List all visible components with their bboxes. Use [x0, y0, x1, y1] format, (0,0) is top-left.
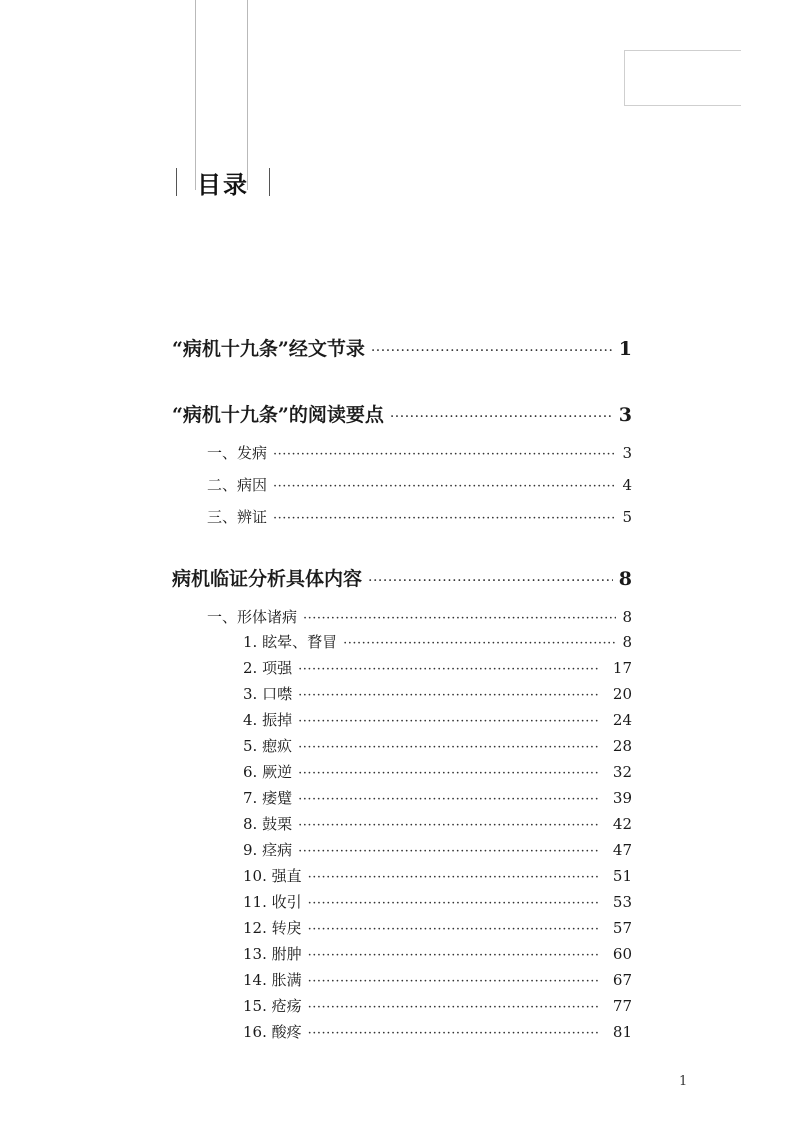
- leader-dots: [298, 792, 600, 807]
- leader-dots: [298, 818, 600, 833]
- decorative-rule-left: [195, 0, 196, 190]
- leader-dots: [343, 636, 616, 651]
- leader-dots: [308, 1000, 600, 1015]
- toc-label: “病机十九条”的阅读要点: [172, 404, 384, 426]
- leader-dots: [368, 573, 613, 589]
- toc-page: 42: [612, 815, 632, 833]
- toc-label: 8. 鼓栗: [243, 815, 293, 833]
- toc-page: 53: [612, 893, 632, 911]
- leader-dots: [298, 766, 600, 781]
- toc-label: 12. 转戾: [243, 919, 302, 937]
- toc-label: 16. 酸疼: [243, 1023, 302, 1041]
- leader-dots: [308, 948, 600, 963]
- leader-dots: [273, 479, 616, 494]
- toc-section-2[interactable]: [172, 400, 632, 427]
- toc-label: 14. 胀满: [243, 971, 302, 989]
- toc-page: 81: [612, 1023, 632, 1041]
- toc-item[interactable]: [243, 709, 632, 730]
- leader-dots: [308, 974, 600, 989]
- toc-page: 3: [618, 404, 632, 426]
- leader-dots: [273, 447, 616, 462]
- toc-label: 三、辨证: [207, 508, 268, 526]
- toc-page: 77: [612, 997, 632, 1015]
- toc-page: 20: [612, 685, 632, 703]
- leader-dots: [308, 922, 600, 937]
- toc-label: 一、形体诸病: [207, 608, 298, 626]
- toc-page: 24: [612, 711, 632, 729]
- leader-dots: [390, 409, 613, 425]
- toc-label: 9. 痉病: [243, 841, 293, 859]
- toc-item[interactable]: [243, 735, 632, 756]
- leader-dots: [298, 844, 600, 859]
- toc-label: 13. 胕肿: [243, 945, 302, 963]
- toc-label: “病机十九条”经文节录: [172, 338, 365, 360]
- toc-page: 60: [612, 945, 632, 963]
- toc-item[interactable]: [243, 891, 632, 912]
- leader-dots: [298, 740, 600, 755]
- toc-label: 二、病因: [207, 476, 268, 494]
- toc-item[interactable]: [243, 865, 632, 886]
- toc-item[interactable]: [243, 813, 632, 834]
- toc-item[interactable]: [243, 683, 632, 704]
- page-number: 1: [679, 1074, 688, 1089]
- toc-label: 一、发病: [207, 444, 268, 462]
- toc-label: 10. 强直: [243, 867, 302, 885]
- toc-item[interactable]: [243, 1021, 632, 1042]
- title-bar-right: [269, 168, 270, 196]
- toc-label: 3. 口噤: [243, 685, 293, 703]
- toc-item[interactable]: [243, 969, 632, 990]
- toc-page: 47: [612, 841, 632, 859]
- toc-item[interactable]: [243, 631, 632, 652]
- toc-item[interactable]: [207, 474, 632, 495]
- toc-label: 4. 振掉: [243, 711, 293, 729]
- page-title: [176, 164, 270, 200]
- toc-page: 57: [612, 919, 632, 937]
- toc-page: 8: [622, 633, 632, 651]
- toc-label: 1. 眩晕、瞀冒: [243, 633, 338, 651]
- toc-item[interactable]: [243, 839, 632, 860]
- toc-item[interactable]: [243, 787, 632, 808]
- toc-label: 5. 瘛疭: [243, 737, 293, 755]
- leader-dots: [273, 511, 616, 526]
- toc-label: 7. 痿躄: [243, 789, 293, 807]
- toc-page: 67: [612, 971, 632, 989]
- toc-page: 5: [622, 508, 632, 526]
- toc-item[interactable]: [207, 442, 632, 463]
- toc-item[interactable]: [243, 995, 632, 1016]
- toc-page: 8: [618, 568, 632, 590]
- toc-item[interactable]: [243, 761, 632, 782]
- leader-dots: [308, 870, 600, 885]
- page-title-text: 目录: [197, 170, 249, 199]
- leader-dots: [308, 1026, 600, 1041]
- leader-dots: [303, 611, 616, 626]
- leader-dots: [298, 662, 600, 677]
- toc-page: 17: [612, 659, 632, 677]
- toc-label: 6. 厥逆: [243, 763, 293, 781]
- toc-page: 8: [622, 608, 632, 626]
- toc-item[interactable]: [243, 657, 632, 678]
- toc-item[interactable]: [243, 943, 632, 964]
- toc-page: 51: [612, 867, 632, 885]
- toc-section-1[interactable]: [172, 334, 632, 361]
- leader-dots: [298, 688, 600, 703]
- toc-page: 1: [618, 338, 632, 360]
- toc-subsection[interactable]: [207, 606, 632, 627]
- toc-label: 15. 疮疡: [243, 997, 302, 1015]
- leader-dots: [308, 896, 600, 911]
- toc-page: 28: [612, 737, 632, 755]
- leader-dots: [298, 714, 600, 729]
- toc-label: 11. 收引: [243, 893, 302, 911]
- toc-item[interactable]: [243, 917, 632, 938]
- toc-label: 病机临证分析具体内容: [172, 568, 363, 590]
- toc-item[interactable]: [207, 506, 632, 527]
- decorative-rule-right: [247, 0, 248, 190]
- toc-page: 32: [612, 763, 632, 781]
- toc-label: 2. 项强: [243, 659, 293, 677]
- decorative-corner-box: [624, 50, 741, 106]
- toc-page: 3: [622, 444, 632, 462]
- toc-page: 39: [612, 789, 632, 807]
- leader-dots: [371, 343, 613, 359]
- toc-section-3[interactable]: [172, 564, 632, 591]
- toc-page: 4: [622, 476, 632, 494]
